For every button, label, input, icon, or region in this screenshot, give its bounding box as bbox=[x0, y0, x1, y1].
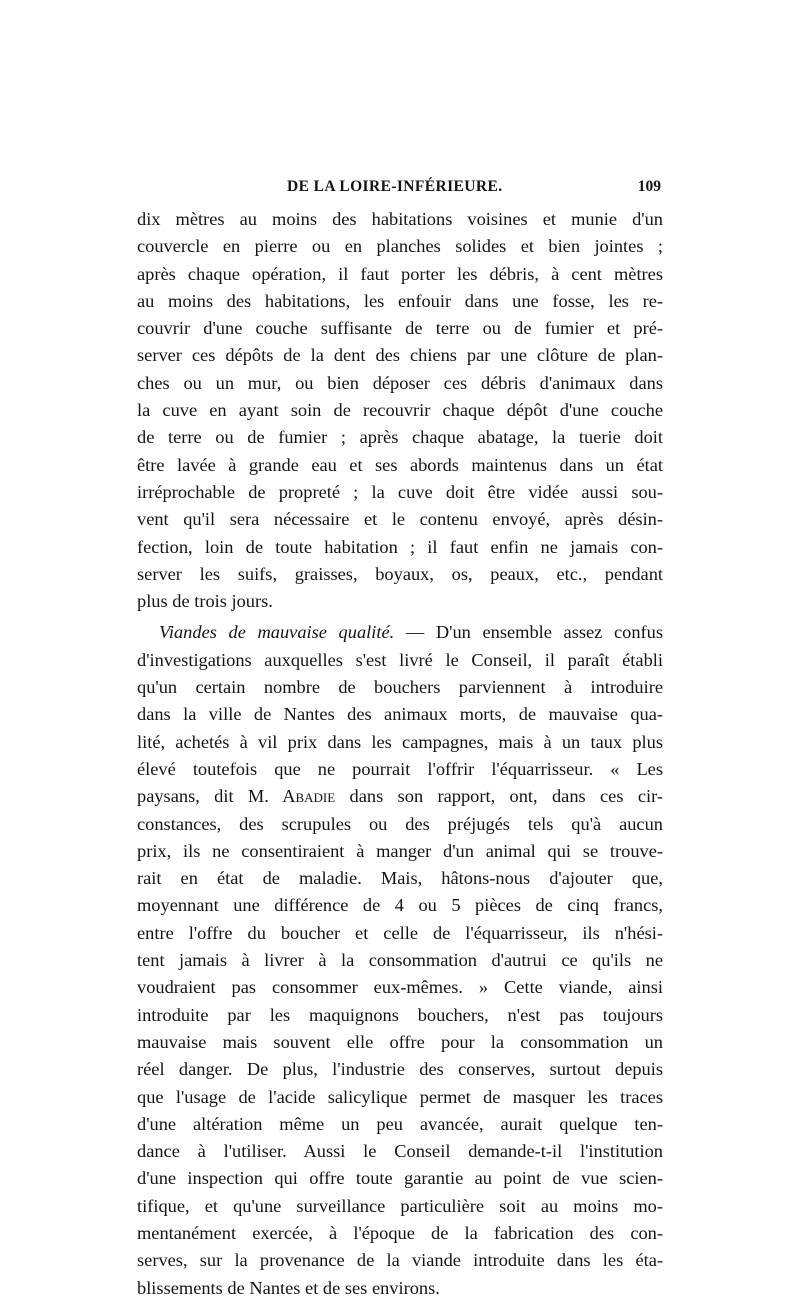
text-line: ches ou un mur, ou bien déposer ces débris d'animaux dans bbox=[137, 372, 663, 393]
text-line: serves, sur la provenance de la viande introduite dans les éta- bbox=[137, 1250, 663, 1271]
heading-continuation: — D'un ensemble assez confus bbox=[394, 622, 663, 643]
text-line: d'investigations auxquelles s'est livré le Conseil, il paraît établi bbox=[137, 649, 663, 670]
line-segment: paysans, dit bbox=[137, 786, 248, 807]
text-line: prix, ils ne consentiraient à manger d'un animal qui se trouve- bbox=[137, 840, 663, 861]
text-line: introduite par les maquignons bouchers, n'est pas toujours bbox=[137, 1004, 663, 1025]
text-line: dans la ville de Nantes des animaux morts, de mauvaise qua- bbox=[137, 704, 663, 725]
paragraph-sanitation bbox=[137, 206, 663, 615]
text-line: que l'usage de l'acide salicylique permet de masquer les traces bbox=[137, 1086, 663, 1107]
text-line bbox=[137, 619, 663, 646]
line-segment: dans son rapport, ont, dans ces cir- bbox=[335, 786, 663, 807]
text-line: élevé toutefois que ne pourrait l'offrir l'équarrisseur. « Les bbox=[137, 758, 663, 779]
text-line: lité, achetés à vil prix dans les campagnes, mais à un taux plus bbox=[137, 731, 663, 752]
text-line bbox=[137, 783, 663, 810]
paragraph-bad-meat bbox=[137, 619, 663, 1301]
section-heading: Viandes de mauvaise qualité. bbox=[159, 622, 395, 643]
text-line: constances, des scrupules ou des préjugés tels qu'à aucun bbox=[137, 813, 663, 834]
text-line: rait en état de maladie. Mais, hâtons-nous d'ajouter que, bbox=[137, 868, 663, 889]
text-line: server les suifs, graisses, boyaux, os, peaux, etc., pendant bbox=[137, 563, 663, 584]
text-line: être lavée à grande eau et ses abords maintenus dans un état bbox=[137, 454, 663, 475]
text-line: tifique, et qu'une surveillance particulière soit au moins mo- bbox=[137, 1195, 663, 1216]
running-title: DE LA LOIRE-INFÉRIEURE. bbox=[287, 178, 503, 195]
text-line: réel danger. De plus, l'industrie des conserves, surtout depuis bbox=[137, 1059, 663, 1080]
text-line: vent qu'il sera nécessaire et le contenu envoyé, après désin- bbox=[137, 509, 663, 530]
text-line: mentanément exercée, à l'époque de la fabrication des con- bbox=[137, 1222, 663, 1243]
author-name: M. Abadie bbox=[247, 786, 336, 807]
text-line: d'une inspection qui offre toute garantie au point de vue scien- bbox=[137, 1168, 663, 1189]
text-line: voudraient pas consommer eux-mêmes. » Cette viande, ainsi bbox=[137, 977, 663, 998]
text-line: couvrir d'une couche suffisante de terre ou de fumier et pré- bbox=[137, 318, 663, 339]
text-line: server ces dépôts de la dent des chiens par une clôture de plan- bbox=[137, 345, 663, 366]
text-line: couvercle en pierre ou en planches solides et bien jointes ; bbox=[137, 236, 663, 257]
text-line: dix mètres au moins des habitations voisines et munie d'un bbox=[137, 209, 663, 229]
text-line: de terre ou de fumier ; après chaque abatage, la tuerie doit bbox=[137, 427, 663, 448]
text-line: moyennant une différence de 4 ou 5 pièces de cinq francs, bbox=[137, 895, 663, 916]
text-line: mauvaise mais souvent elle offre pour la consommation un bbox=[137, 1031, 663, 1052]
text-line: plus de trois jours. bbox=[137, 591, 273, 612]
text-line: blissements de Nantes et de ses environs. bbox=[137, 1277, 440, 1298]
text-line: d'une altération même un peu avancée, aurait quelque ten- bbox=[137, 1113, 663, 1134]
text-line: la cuve en ayant soin de recouvrir chaque dépôt d'une couche bbox=[137, 400, 663, 421]
text-line: irréprochable de propreté ; la cuve doit être vidée aussi sou- bbox=[137, 481, 663, 502]
text-line: fection, loin de toute habitation ; il faut enfin ne jamais con- bbox=[137, 536, 663, 557]
text-line: après chaque opération, il faut porter les débris, à cent mètres bbox=[137, 263, 663, 284]
text-line: tent jamais à livrer à la consommation d'autrui ce qu'ils ne bbox=[137, 950, 663, 971]
page-number: 109 bbox=[637, 178, 661, 195]
text-line: au moins des habitations, les enfouir dans une fosse, les re- bbox=[137, 290, 663, 311]
text-line: qu'un certain nombre de bouchers parviennent à introduire bbox=[137, 677, 663, 698]
page-header bbox=[137, 178, 663, 200]
body-text bbox=[137, 206, 663, 1302]
text-line: dance à l'utiliser. Aussi le Conseil demande-t-il l'institution bbox=[137, 1141, 663, 1162]
text-line: entre l'offre du boucher et celle de l'équarrisseur, ils n'hési- bbox=[137, 922, 663, 943]
